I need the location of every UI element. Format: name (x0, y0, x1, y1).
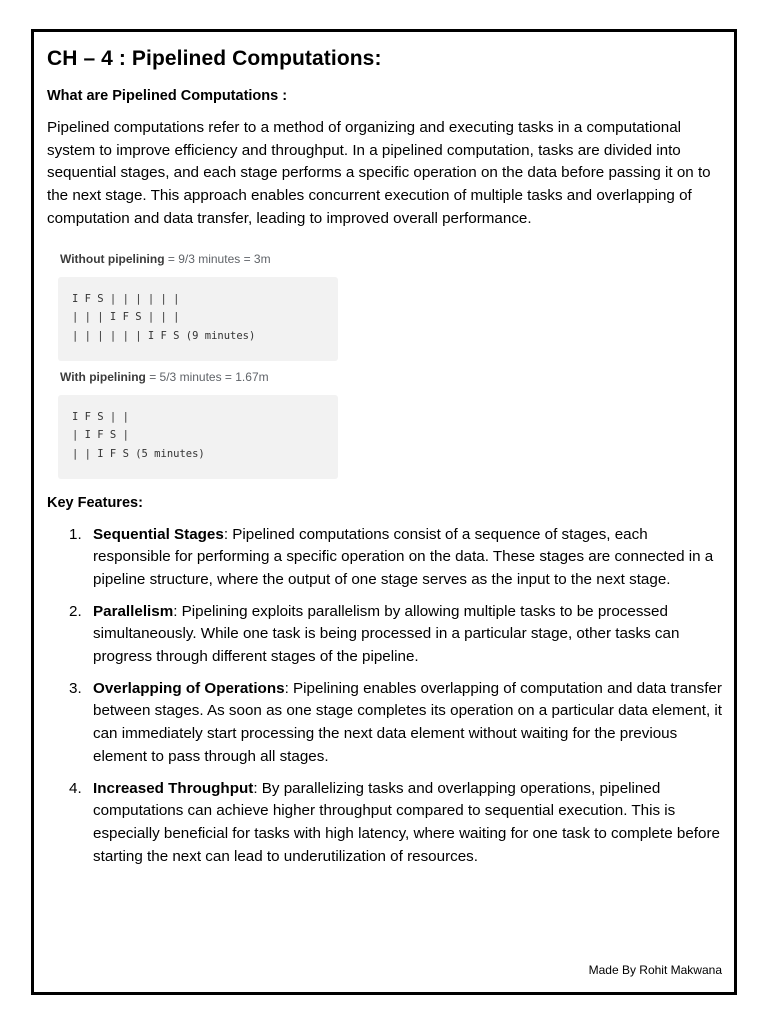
feature-name: Increased Throughput (93, 779, 254, 797)
feature-text: : Pipelining enables overlapping of computation and data transfer between stages. As soon as one stage completes its operation on a particular data element, it can immediately start processing the next data element without waiting for the previous element to pass through all stages. (93, 679, 722, 765)
code-line: | I F S | (72, 429, 129, 442)
section-subtitle: What are Pipelined Computations : (47, 88, 288, 104)
feature-number: 1. (69, 525, 82, 543)
without-pipelining-code (58, 277, 338, 361)
code-line: | | I F S (5 minutes) (72, 447, 205, 460)
key-features-heading: Key Features: (47, 494, 143, 511)
without-pipelining-label-bold: Without pipelining (60, 251, 165, 266)
code-line: | | | | | | I F S (9 minutes) (72, 329, 256, 342)
feature-name: Sequential Stages (93, 525, 224, 543)
document-content (47, 44, 723, 877)
code-line: | | | I F S | | | (72, 311, 180, 324)
with-pipelining-label (58, 367, 340, 387)
with-pipelining-code (58, 395, 338, 479)
pipelining-figure (58, 249, 340, 479)
page-title: CH – 4 : Pipelined Computations: (47, 47, 382, 70)
feature-item (47, 601, 723, 669)
feature-number: 4. (69, 779, 82, 797)
feature-number: 3. (69, 679, 82, 697)
feature-text: : Pipelining exploits parallelism by allowing multiple tasks to be processed simultaneously. While one task is being processed in a particular stage, other tasks can progress through different stages of the pipeline. (93, 602, 680, 666)
with-pipelining-label-rest: = 5/3 minutes = 1.67m (145, 369, 269, 384)
without-pipelining-label (58, 249, 340, 269)
with-pipelining-label-bold: With pipelining (60, 369, 146, 384)
feature-item (47, 524, 723, 592)
feature-name: Overlapping of Operations (93, 679, 285, 697)
feature-item (47, 778, 723, 869)
intro-paragraph: Pipelined computations refer to a method of organizing and executing tasks in a computational system to improve efficiency and throughput. In a pipelined computation, tasks are divided into sequential stages, and each stage performs a specific operation on the data before passing it on to the next stage. This approach enables concurrent execution of multiple tasks and overlapping of computation and data transfer, leading to improved overall performance. (47, 119, 711, 227)
code-line: I F S | | | | | | (72, 292, 180, 305)
code-line: I F S | | (72, 410, 129, 423)
feature-text: : By parallelizing tasks and overlapping operations, pipelined computations can achieve higher throughput compared to sequential execution. This is especially beneficial for tasks with high latency, where waiting for one task to complete before starting the next can lead to underutilization of resources. (93, 779, 720, 865)
feature-name: Parallelism (93, 602, 174, 620)
without-pipelining-label-rest: = 9/3 minutes = 3m (164, 251, 271, 266)
feature-number: 2. (69, 602, 82, 620)
key-features-list (47, 524, 723, 869)
footer-credit: Made By Rohit Makwana (588, 963, 722, 977)
feature-item (47, 678, 723, 769)
feature-text: : Pipelined computations consist of a sequence of stages, each responsible for performing a specific operation on the data. These stages are connected in a pipeline structure, where the output of one stage serves as the input to the next stage. (93, 525, 714, 588)
